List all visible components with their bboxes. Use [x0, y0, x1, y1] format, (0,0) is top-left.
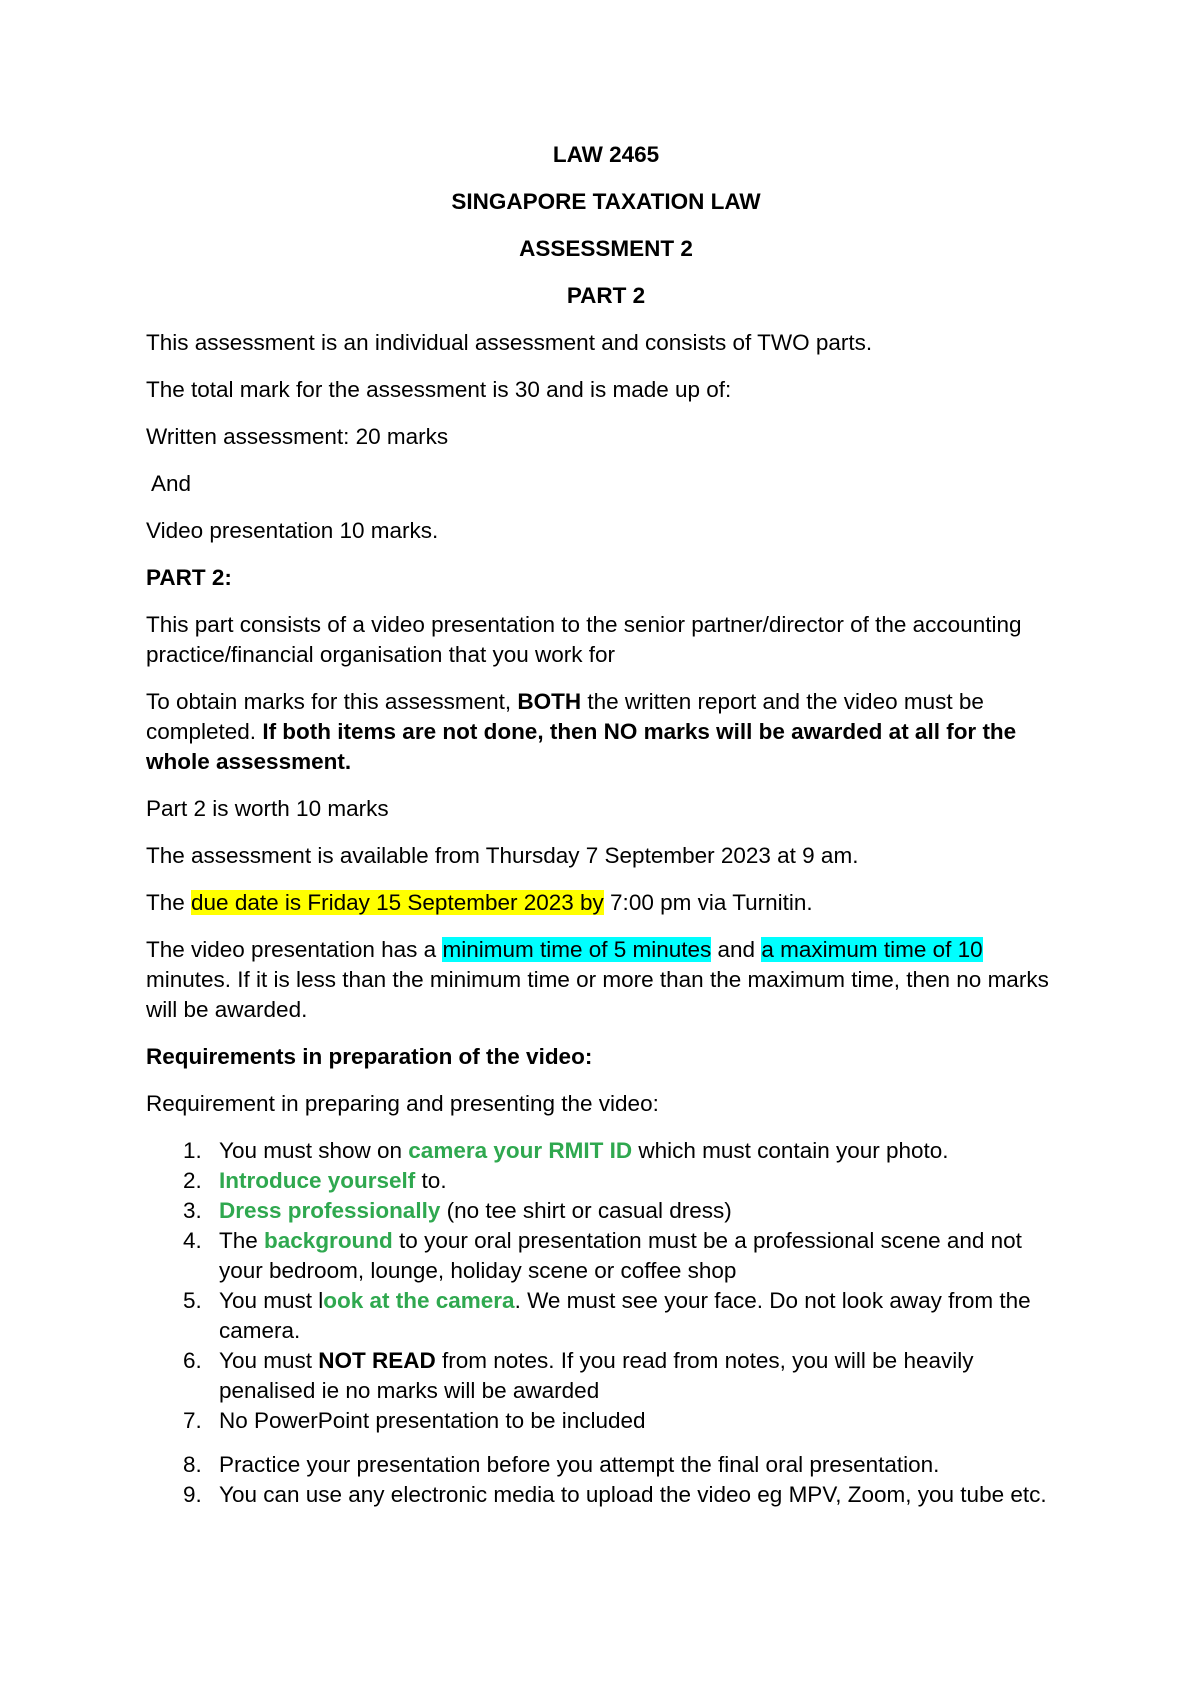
list-text: . We must see your face. Do not look away from the camera. — [219, 1288, 1031, 1343]
obtain-warning: If both items are not done, then NO marks will be awarded at all for the whole assessment. — [146, 719, 1017, 774]
list-number: 1. — [183, 1138, 202, 1163]
obtain-both: BOTH — [517, 689, 582, 714]
list-number: 5. — [183, 1288, 202, 1313]
part2-worth: Part 2 is worth 10 marks — [146, 796, 389, 821]
list-text: You must — [219, 1348, 319, 1373]
video-min-highlight: minimum time of 5 minutes — [442, 937, 712, 962]
list-item — [146, 1346, 1066, 1406]
intro-line-2: The total mark for the assessment is 30 and is made up of: — [146, 377, 732, 402]
list-text: You must l — [219, 1288, 324, 1313]
obtain-pre: To obtain marks for this assessment, — [146, 689, 518, 714]
video-mid: and — [711, 937, 762, 962]
requirements-subheading: Requirement in preparing and presenting the video: — [146, 1091, 659, 1116]
list-emphasis: camera your RMIT ID — [408, 1138, 633, 1163]
list-text: (no tee shirt or casual dress) — [440, 1198, 732, 1223]
list-text: from notes. If you read from notes, you will be heavily penalised ie no marks will be awarded — [219, 1348, 974, 1403]
obtain-mid: the written report and the video must be completed. — [146, 689, 984, 744]
video-post: minutes. If it is less than the minimum time or more than the maximum time, then no marks will be awarded. — [146, 967, 1049, 1022]
list-text: to. — [415, 1168, 447, 1193]
obtain-marks-paragraph — [146, 687, 1066, 777]
list-item — [146, 1286, 1066, 1346]
due-post: 7:00 pm via Turnitin. — [603, 890, 813, 915]
requirements-list — [146, 1136, 1066, 1510]
list-number: 3. — [183, 1198, 202, 1223]
intro-line-3: Written assessment: 20 marks — [146, 424, 449, 449]
requirements-heading: Requirements in preparation of the video: — [146, 1044, 593, 1069]
availability-line: The assessment is available from Thursday 7 September 2023 at 9 am. — [146, 843, 859, 868]
list-text: Practice your presentation before you attempt the final oral presentation. — [219, 1452, 940, 1477]
list-text: The — [219, 1228, 265, 1253]
assessment-title: ASSESSMENT 2 — [519, 236, 693, 261]
list-number: 2. — [183, 1168, 202, 1193]
video-pre: The video presentation has a — [146, 937, 443, 962]
video-length-paragraph — [146, 935, 1066, 1025]
list-emphasis: NOT READ — [318, 1348, 436, 1373]
due-pre: The — [146, 890, 192, 915]
list-number: 6. — [183, 1348, 202, 1373]
list-item — [146, 1480, 1066, 1510]
part-title: PART 2 — [566, 283, 646, 308]
list-number: 4. — [183, 1228, 202, 1253]
list-number: 9. — [183, 1482, 202, 1507]
list-item — [146, 1166, 1066, 1196]
due-date-paragraph — [146, 888, 1066, 918]
intro-line-5: Video presentation 10 marks. — [146, 518, 439, 543]
list-text: which must contain your photo. — [632, 1138, 949, 1163]
list-number: 8. — [183, 1452, 202, 1477]
list-emphasis: background — [264, 1228, 393, 1253]
due-date-highlight: due date is Friday 15 September 2023 by — [191, 890, 604, 915]
list-text: You can use any electronic media to upload the video eg MPV, Zoom, you tube etc. — [219, 1482, 1047, 1507]
list-item — [146, 1406, 1066, 1436]
list-emphasis: Introduce yourself — [219, 1168, 416, 1193]
list-emphasis: Dress professionally — [219, 1198, 441, 1223]
video-max-highlight: a maximum time of 10 — [761, 937, 983, 962]
list-item — [146, 1226, 1066, 1286]
course-code: LAW 2465 — [552, 142, 660, 167]
list-item — [146, 1136, 1066, 1166]
title-block — [146, 140, 1066, 311]
list-text: No PowerPoint presentation to be included — [219, 1408, 646, 1433]
list-text: to your oral presentation must be a professional scene and not your bedroom, lounge, holiday scene or coffee shop — [219, 1228, 1022, 1283]
list-item — [146, 1196, 1066, 1226]
course-name: SINGAPORE TAXATION LAW — [451, 189, 761, 214]
list-text: You must show on — [219, 1138, 409, 1163]
intro-line-4: And — [146, 471, 192, 496]
intro-line-1: This assessment is an individual assessment and consists of TWO parts. — [146, 330, 873, 355]
list-emphasis: ook at the camera — [323, 1288, 515, 1313]
part2-description: This part consists of a video presentation to the senior partner/director of the accounting practice/financial organisation that you work for — [146, 612, 1022, 667]
list-number: 7. — [183, 1408, 202, 1433]
document-content — [146, 140, 1066, 1510]
part2-heading: PART 2: — [146, 565, 232, 590]
list-item — [146, 1450, 1066, 1480]
